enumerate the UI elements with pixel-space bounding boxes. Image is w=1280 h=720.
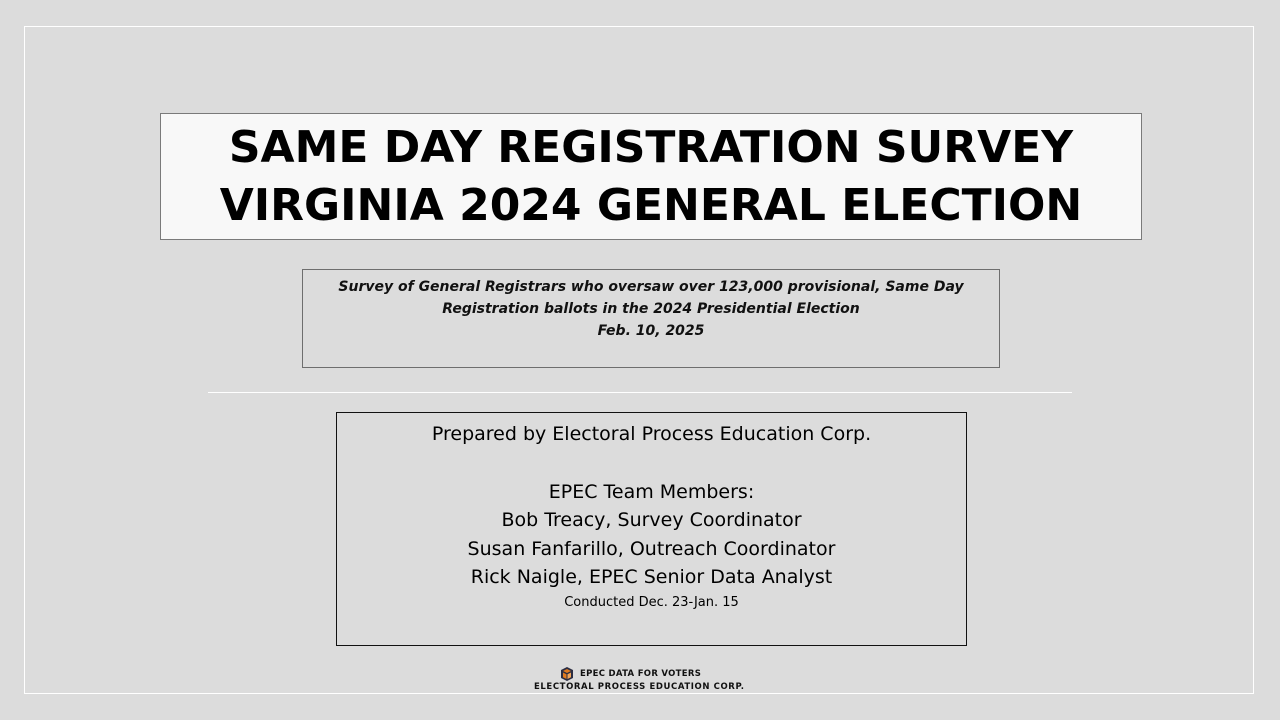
prepared-by: Prepared by Electoral Process Education Corp. (431, 423, 872, 445)
divider (208, 392, 1072, 393)
ballot-box-icon (560, 667, 574, 681)
spacer (337, 449, 966, 478)
epec-logo (534, 666, 748, 694)
subtitle-box (302, 269, 1000, 368)
conducted-dates: Conducted Dec. 23-Jan. 15 (564, 594, 739, 610)
team-member: Rick Naigle, EPEC Senior Data Analyst (470, 566, 833, 588)
subtitle-date: Feb. 10, 2025 (597, 323, 705, 339)
credits-box (336, 412, 967, 646)
title-line-1: SAME DAY REGISTRATION SURVEY (228, 121, 1074, 173)
subtitle-line-1: Survey of General Registrars who oversaw over 123,000 provisional, Same Day (338, 279, 964, 295)
title-box (160, 113, 1142, 240)
title-line-2: VIRGINIA 2024 GENERAL ELECTION (219, 179, 1083, 231)
logo-tagline: EPEC DATA FOR VOTERS (580, 669, 702, 679)
logo-organization: ELECTORAL PROCESS EDUCATION CORP. (534, 682, 745, 692)
team-member: Bob Treacy, Survey Coordinator (501, 509, 802, 531)
team-member: Susan Fanfarillo, Outreach Coordinator (467, 537, 836, 560)
team-heading: EPEC Team Members: (548, 480, 755, 503)
subtitle-line-2: Registration ballots in the 2024 Presidential Election (442, 301, 860, 317)
